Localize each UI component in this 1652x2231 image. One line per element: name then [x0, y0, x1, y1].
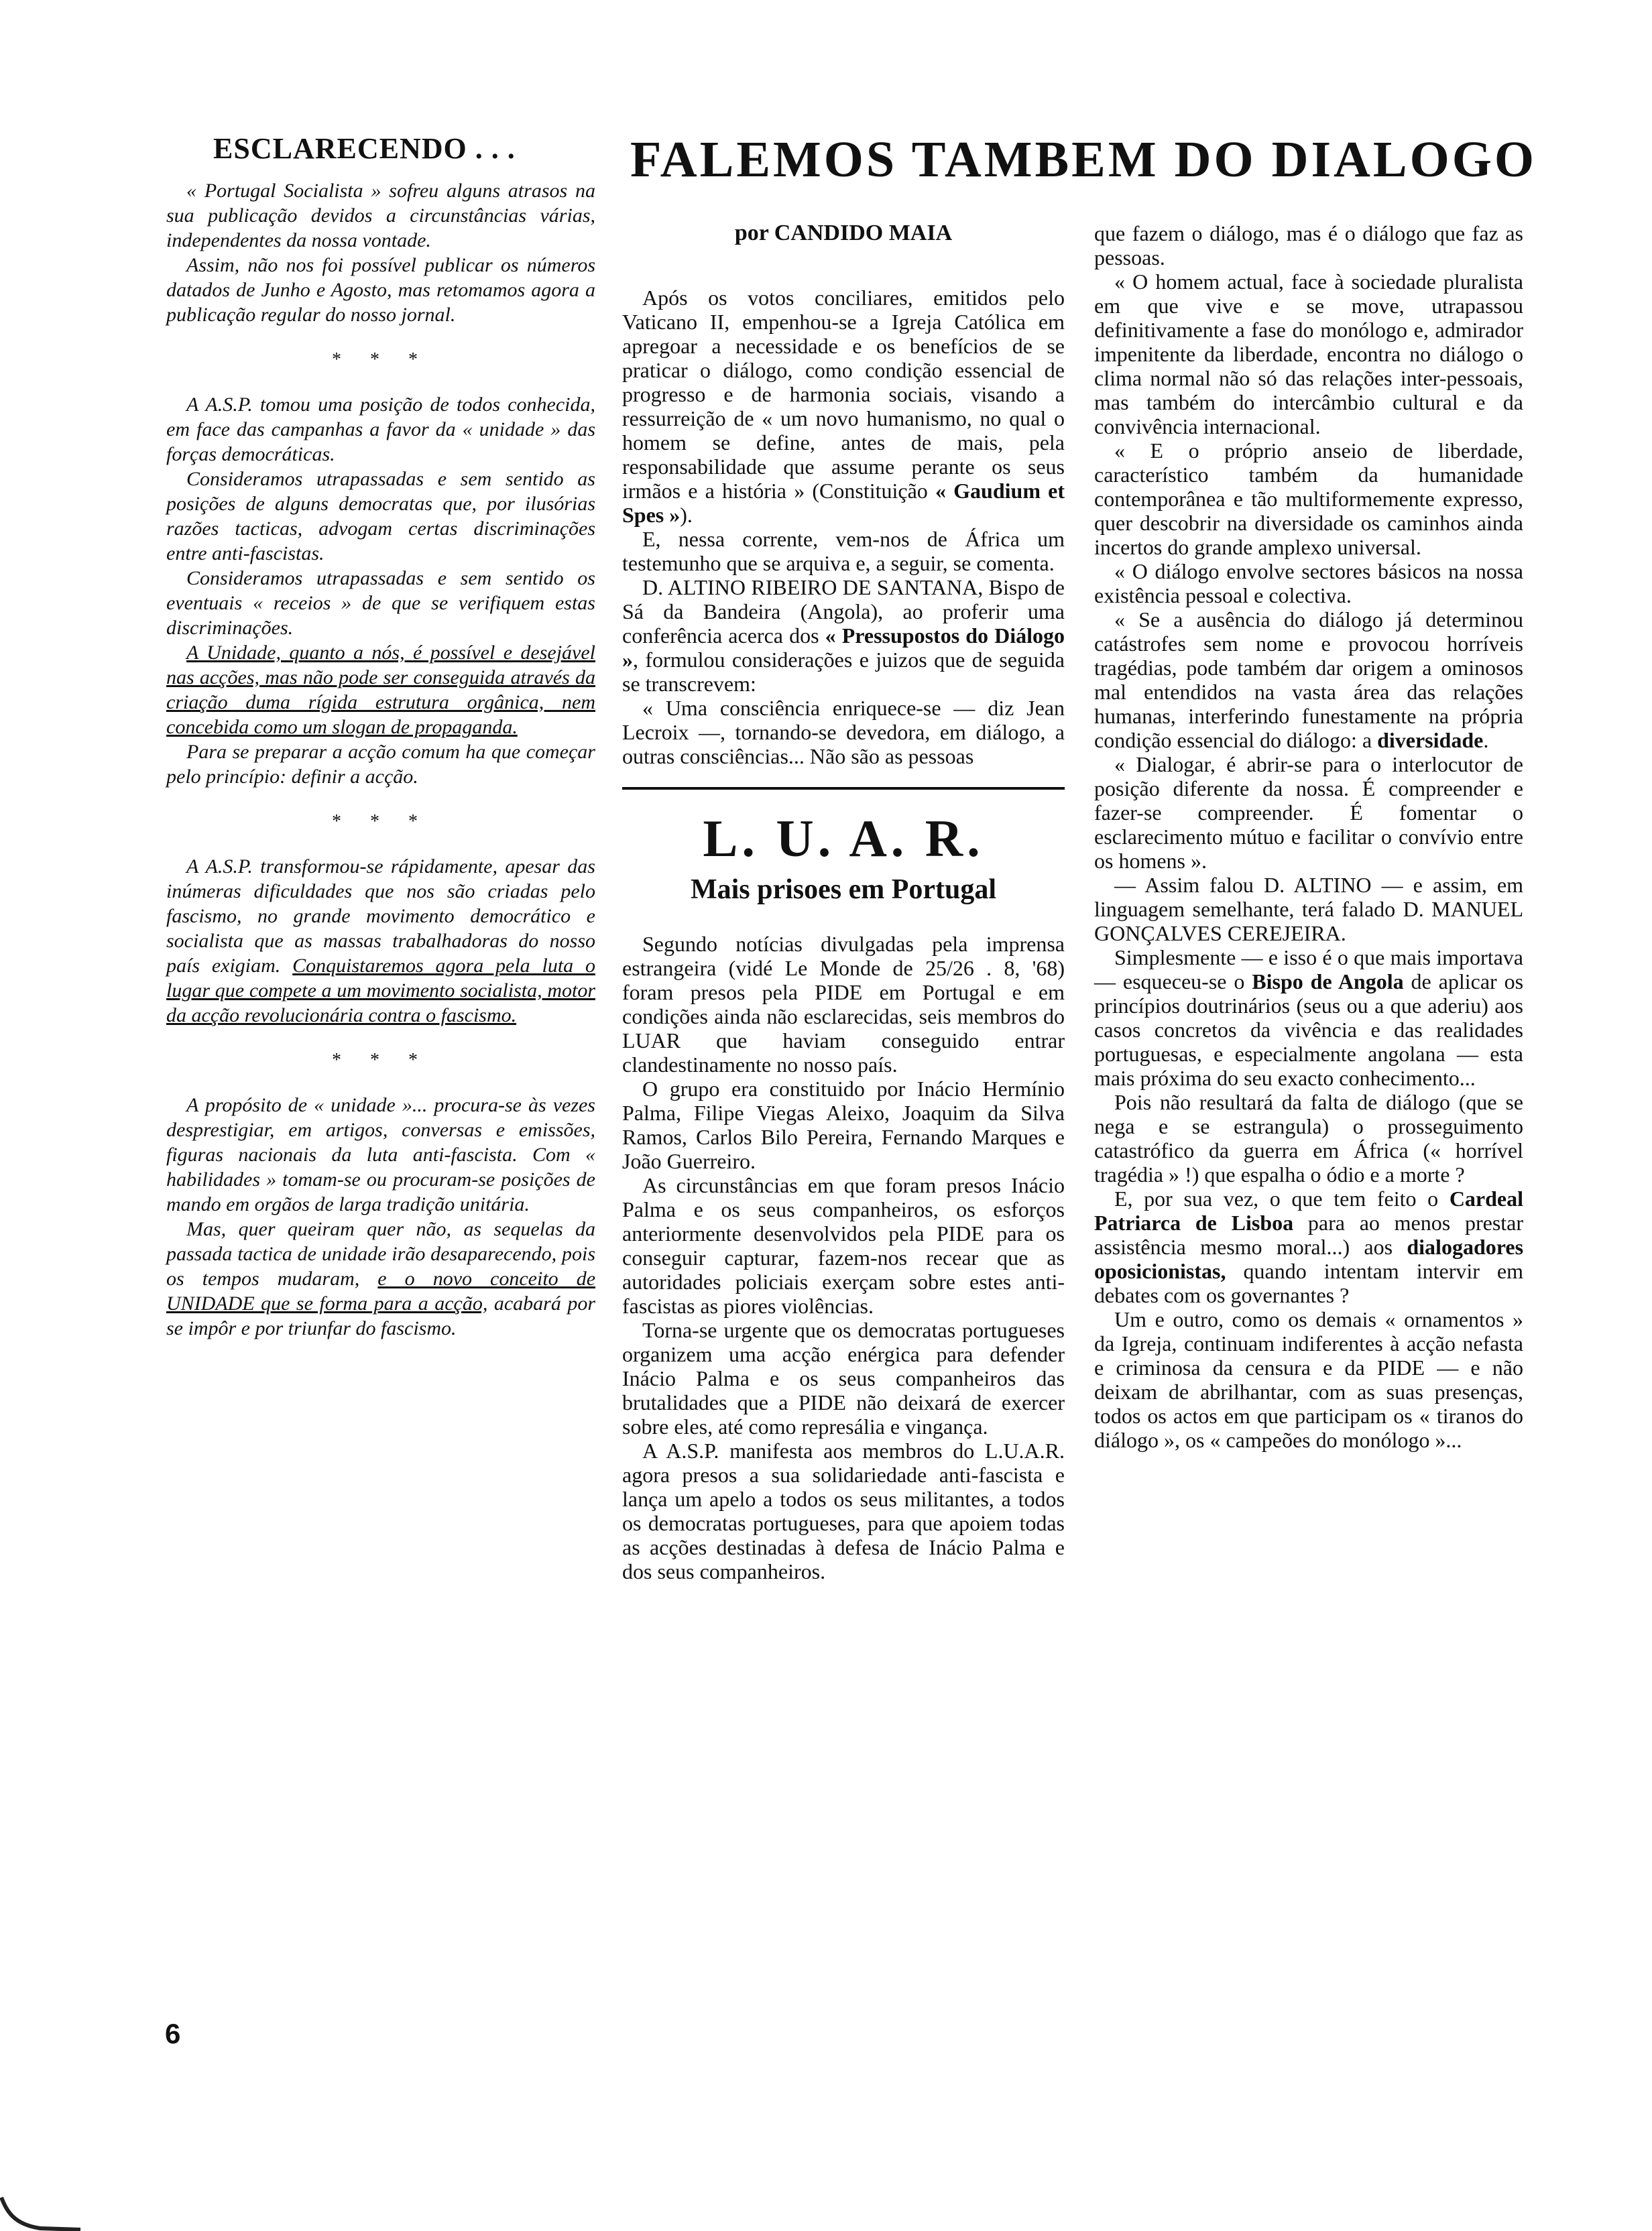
bold-text: Cardeal Patriarca de Lisboa [1094, 1187, 1524, 1235]
text-run: D. ALTINO RIBEIRO DE SANTANA, Bispo de Sá da Bandeira (Angola), ao proferir uma conferência acerca dos [622, 575, 1065, 648]
paragraph: « O diálogo envolve sectores básicos na nossa existência pessoal e colectiva. [1094, 559, 1523, 607]
paragraph: Para se preparar a acção comum ha que começar pelo princípio: definir a acção. [166, 741, 595, 788]
section-separator: * * * [332, 349, 430, 370]
text-run: . [1483, 728, 1489, 752]
section-divider [622, 787, 1065, 790]
paragraph [166, 1217, 595, 1341]
text-run: acabará por se impôr e por triunfar do fascismo. [166, 1292, 596, 1339]
paragraph [622, 286, 1065, 527]
dialogo-right-column [1094, 221, 1523, 1452]
paragraph: « E o próprio anseio de liberdade, característico também da humanidade contemporânea e tão multiformemente expresso, quer descobrir na diversidade os caminhos ainda incertos do grande amplexo universal. [1094, 438, 1523, 559]
paragraph: As circunstâncias em que foram presos Inácio Palma e os seus companheiros, os esforços anteriormente desenvolvidos pela PIDE para os conseguir capturar, fazem-nos recear que as autoridades policiais exerçam sobre estes anti-fascistas as piores violências. [622, 1173, 1065, 1318]
paragraph: E, nessa corrente, vem-nos de África um testemunho que se arquiva e, a seguir, se comenta. [622, 527, 1065, 575]
page-number: 6 [165, 2018, 181, 2049]
byline: por CANDIDO MAIA [734, 221, 953, 245]
article-title: FALEMOS TAMBEM DO DIALOGO [630, 131, 1537, 188]
text-run: Mas, quer queiram quer não, as sequelas da passada tactica de unidade irão desaparecendo, pois os tempos mudaram, [166, 1218, 595, 1290]
section-separator: * * * [332, 1050, 430, 1071]
text-run: ). [680, 503, 693, 527]
section-separator: * * * [332, 811, 430, 832]
paragraph [1094, 607, 1523, 752]
paragraph [622, 575, 1065, 696]
paragraph: Torna-se urgente que os democratas portugueses organizem uma acção enérgica para defender Inácio Palma e os seus companheiros das brutalidades que a PIDE não deixará de exercer sobre eles, até como represália e vingança. [622, 1318, 1065, 1439]
text-run: quando intentam intervir em debates com os governantes ? [1094, 1259, 1523, 1307]
bold-text: diversidade [1377, 728, 1484, 752]
text-run: « Se a ausência do diálogo já determinou catástrofes sem nome e provocou horríveis tragédias, pode também dar origem a ominosos mal entendidos na vasta área das relações humanas, interferindo funestamente na própria condição essencial do diálogo: a [1094, 607, 1523, 752]
bold-text: « Gaudium et Spes » [622, 479, 1065, 527]
bold-text: dialogadores oposicionistas, [1094, 1235, 1524, 1283]
esclarecendo-heading: ESCLARECENDO . . . [213, 132, 516, 165]
paragraph-underlined: A Unidade, quanto a nós, é possível e desejável nas acções, mas não pode ser conseguida através da criação duma rígida estrutura orgânica, nem concebida como um slogan de propaganda. [166, 642, 595, 738]
paragraph: « Portugal Socialista » sofreu alguns atrasos na sua publicação devidos a circunstâncias várias, independentes da nossa vontade. [166, 180, 595, 251]
text-run: Após os votos conciliares, emitidos pelo Vaticano II, empenhou-se a Igreja Católica em apregoar a necessidade e os benefícios de se praticar o diálogo, como condição essencial de progresso e de harmonia sociais, visando a ressurreição de « um novo humanismo, no qual o homem se define, antes de mais, pela responsabilidade que assume perante os seus irmãos e a história » (Constituição [622, 286, 1065, 503]
text-run: de aplicar os princípios doutrinários (seus ou a que aderiu) aos casos concretos da vivência e das realidades portuguesas, e especialmente angolana — esta mais próxima do seu exacto conhecimento... [1094, 969, 1524, 1090]
text-run: Simplesmente — e isso é o que mais importava — esqueceu-se o [1094, 945, 1523, 993]
paragraph: A A.S.P. tomou uma posição de todos conhecida, em face das campanhas a favor da « unidade » das forças democráticas. [166, 394, 595, 465]
paragraph: — Assim falou D. ALTINO — e assim, em linguagem semelhante, terá falado D. MANUEL GONÇALVES CEREJEIRA. [1094, 873, 1523, 945]
luar-title: L. U. A. R. [703, 809, 984, 867]
paragraph: Um e outro, como os demais « ornamentos » da Igreja, continuam indiferentes à acção nefasta e criminosa da censura e da PIDE — e não deixam de abrilhantar, com as suas presenças, todos os actos em que participam os « tiranos do diálogo », os « campeões do monólogo »... [1094, 1307, 1523, 1452]
esclarecendo-column [166, 131, 595, 1341]
scan-artifact [0, 2184, 87, 2231]
paragraph: Consideramos utrapassadas e sem sentido as posições de alguns democratas que, por ilusórias razões tacticas, advogam certas discriminações entre anti-fascistas. [166, 468, 595, 564]
text-run: A A.S.P. transformou-se rápidamente, apesar das inúmeras dificuldades que nos são criadas pelo fascismo, no grande movimento democrático e socialista que as massas trabalhadoras do nosso país exigiam. [166, 855, 595, 977]
paragraph: O grupo era constituido por Inácio Hermínio Palma, Filipe Viegas Aleixo, Joaquim da Silva Ramos, Carlos Bilo Pereira, Fernando Marques e João Guerreiro. [622, 1077, 1065, 1173]
paragraph: Pois não resultará da falta de diálogo (que se nega e se estrangula) o prosseguimento catastrófico da guerra em África (« horrível tragédia » !) que espalha o ódio e a morte ? [1094, 1090, 1523, 1187]
paragraph [1094, 945, 1523, 1090]
paragraph: que fazem o diálogo, mas é o diálogo que faz as pessoas. [1094, 221, 1523, 269]
paragraph: A A.S.P. manifesta aos membros do L.U.A.R. agora presos a sua solidariedade anti-fascista e lança um apelo a todos os seus militantes, a todos os democratas portugueses, para que apoiem todas as acções destinadas à defesa de Inácio Palma e dos seus companheiros. [622, 1439, 1065, 1583]
paragraph: « O homem actual, face à sociedade pluralista em que vive e se move, utrapassou definitivamente a fase do monólogo e, admirador impenitente da liberdade, encontra no diálogo o clima normal não só das relações inter-pessoais, mas também do intercâmbio cultural e da convivência internacional. [1094, 269, 1523, 438]
paragraph: Assim, não nos foi possível publicar os números datados de Junho e Agosto, mas retomamos agora a publicação regular do nosso jornal. [166, 254, 595, 326]
text-run: E, por sua vez, o que tem feito o [1114, 1187, 1439, 1211]
paragraph: « Dialogar, é abrir-se para o interlocutor de posição diferente da nossa. É compreender e fazer-se compreender. É fomentar o esclarecimento mútuo e facilitar o convívio entre os homens ». [1094, 752, 1523, 873]
bold-text: Bispo de Angola [1252, 969, 1404, 993]
underlined-text: e o novo conceito de UNIDADE que se forma para a acção, [166, 1268, 596, 1315]
text-run: para ao menos prestar assistência mesmo moral...) aos [1094, 1211, 1524, 1259]
paragraph [1094, 1187, 1523, 1307]
dialogo-middle-column [622, 221, 1065, 1583]
paragraph: Consideramos utrapassadas e sem sentido os eventuais « receios » de que se verifiquem estas discriminações. [166, 567, 595, 639]
paragraph [166, 854, 595, 1028]
underlined-text: Conquistaremos agora pela luta o lugar que compete a um movimento socialista, motor da acção revolucionária contra o fascismo. [166, 955, 595, 1026]
paragraph: A propósito de « unidade »... procura-se às vezes desprestigiar, em artigos, conversas e emissões, figuras nacionais da luta anti-fascista. Com « habilidades » tomam-se ou procuram-se posições de mando em orgãos de larga tradição unitária. [166, 1094, 595, 1215]
luar-subtitle: Mais prisoes em Portugal [690, 874, 997, 905]
text-run: , formulou considerações e juizos que de seguida se transcrevem: [622, 648, 1065, 696]
bold-text: « Pressupostos do Diálogo » [622, 623, 1065, 672]
paragraph: Segundo notícias divulgadas pela imprensa estrangeira (vidé Le Monde de 25/26 . 8, '68) foram presos pela PIDE em Portugal e em condições ainda não esclarecidas, seis membros do LUAR que haviam conseguido entrar clandestinamente no nosso país. [622, 932, 1065, 1077]
paragraph: « Uma consciência enriquece-se — diz Jean Lecroix —, tornando-se devedora, em diálogo, a outras consciências... Não são as pessoas [622, 696, 1065, 768]
